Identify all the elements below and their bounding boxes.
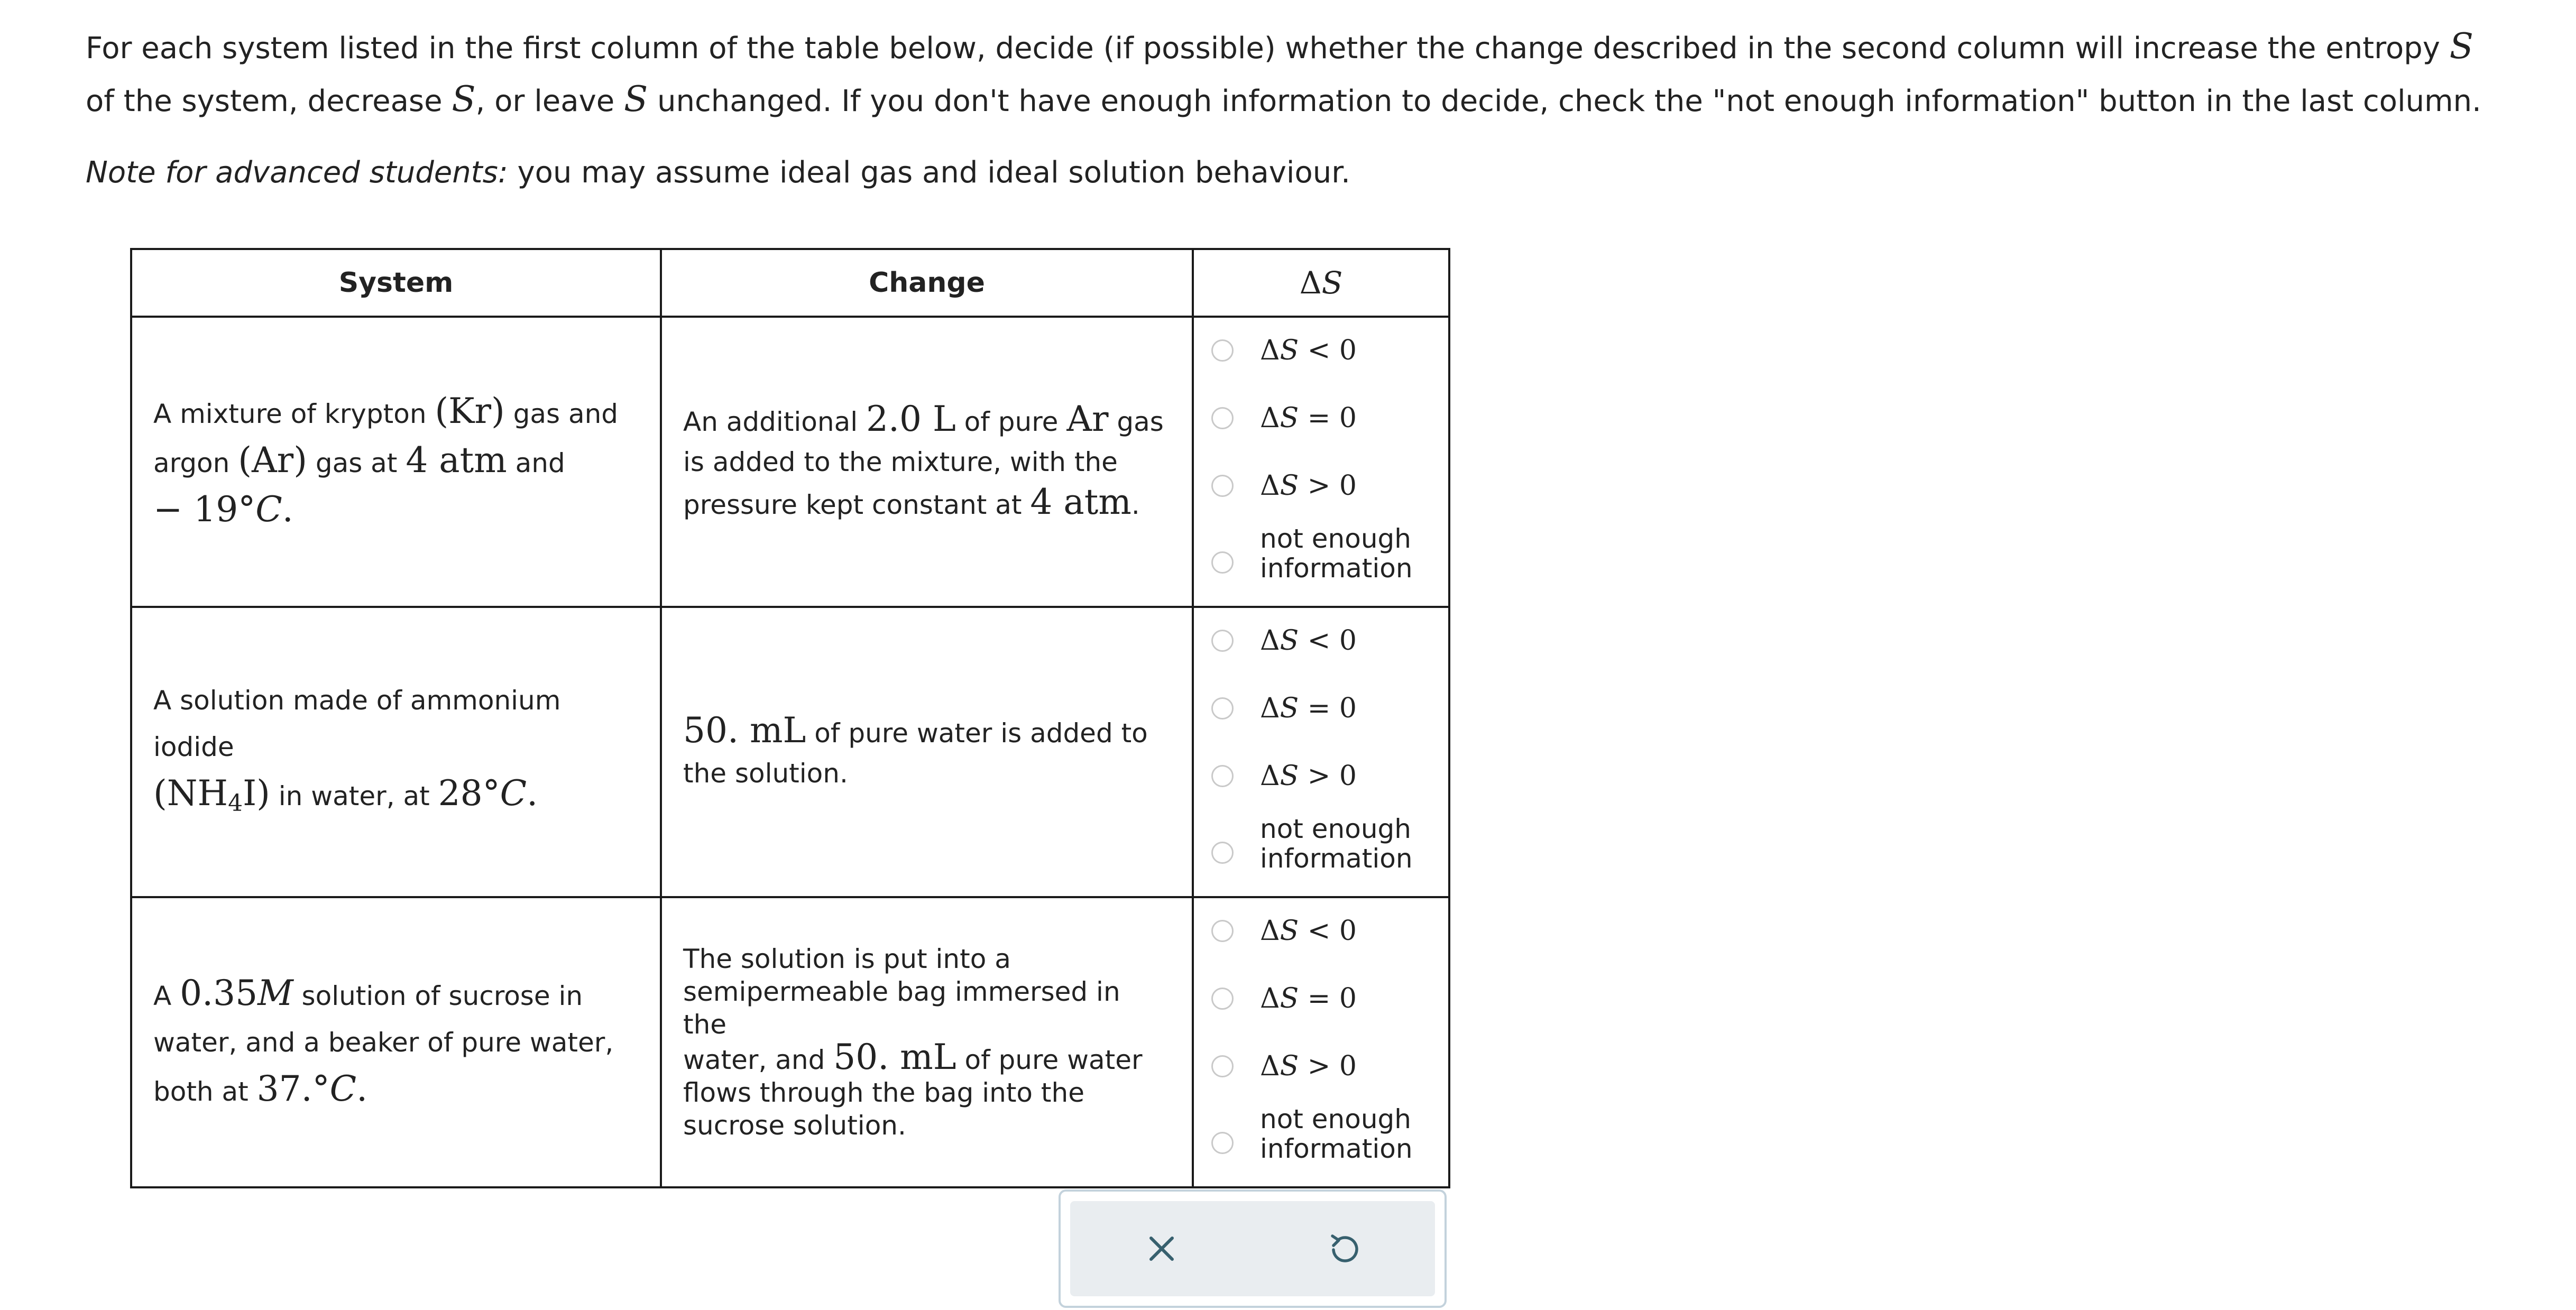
math: I) xyxy=(243,773,270,814)
clear-button[interactable] xyxy=(1070,1201,1253,1296)
text: A mixture of krypton xyxy=(153,399,435,429)
delta-symbol: Δ xyxy=(1260,625,1280,657)
delta-symbol: Δ xyxy=(1260,402,1280,434)
delta-s-options xyxy=(1193,317,1449,607)
option-label: information xyxy=(1260,553,1413,584)
option-zero[interactable] xyxy=(1194,385,1448,453)
option-label: > 0 xyxy=(1299,1050,1357,1082)
text: A solution made of ammonium iodide xyxy=(153,685,561,762)
delta-symbol: Δ xyxy=(1260,915,1280,947)
delta-symbol: Δ xyxy=(1260,983,1280,1014)
option-label: not enough xyxy=(1260,1104,1411,1134)
math: . xyxy=(282,489,293,530)
radio-button[interactable] xyxy=(1211,1132,1234,1154)
text: is added to the mixture, with the xyxy=(683,446,1118,477)
s-symbol: S xyxy=(1280,1050,1299,1082)
radio-button[interactable] xyxy=(1211,339,1234,362)
text: gas xyxy=(1108,406,1164,437)
math: . xyxy=(527,773,538,814)
text: An additional xyxy=(683,406,866,437)
change-cell xyxy=(661,897,1193,1187)
table-row xyxy=(131,317,1449,607)
option-label: > 0 xyxy=(1299,760,1357,792)
text: argon xyxy=(153,448,238,478)
radio-button[interactable] xyxy=(1211,551,1234,574)
x-icon xyxy=(1146,1233,1177,1265)
radio-button[interactable] xyxy=(1211,765,1234,787)
option-negative[interactable] xyxy=(1194,608,1448,676)
text: semipermeable bag immersed in the xyxy=(683,976,1120,1040)
text: the solution. xyxy=(683,758,848,789)
text: gas and xyxy=(504,399,619,429)
entropy-symbol: S xyxy=(623,79,648,119)
option-label: < 0 xyxy=(1299,915,1357,947)
math: − 19° xyxy=(153,489,256,530)
delta-symbol: Δ xyxy=(1260,693,1280,724)
math: 0.35 xyxy=(180,972,258,1013)
math: 28° xyxy=(438,773,500,814)
option-label: information xyxy=(1260,1133,1413,1164)
header-row xyxy=(131,249,1449,317)
s-symbol: S xyxy=(1280,402,1299,434)
radio-button[interactable] xyxy=(1211,697,1234,719)
math: (Kr) xyxy=(435,391,505,431)
option-positive[interactable] xyxy=(1194,1034,1448,1101)
text: flows through the bag into the xyxy=(683,1077,1084,1108)
option-label: > 0 xyxy=(1299,470,1357,502)
math: 4 xyxy=(228,790,243,817)
math: 2.0 L xyxy=(866,398,956,439)
math: 37.° xyxy=(256,1068,330,1109)
instructions xyxy=(86,21,2539,127)
text: of pure water is added to xyxy=(806,718,1148,749)
advanced-note-text: you may assume ideal gas and ideal solution behaviour. xyxy=(508,155,1350,190)
math: M xyxy=(257,972,293,1013)
text: water, and xyxy=(683,1045,834,1075)
entropy-symbol: S xyxy=(452,79,476,119)
option-not-enough-info[interactable] xyxy=(1194,811,1448,896)
text: pressure kept constant at xyxy=(683,489,1031,520)
radio-button[interactable] xyxy=(1211,407,1234,429)
advanced-note-label: Note for advanced students: xyxy=(86,155,508,190)
s-symbol: S xyxy=(1280,760,1299,792)
delta-symbol: Δ xyxy=(1260,760,1280,792)
entropy-table xyxy=(130,248,1450,1188)
instructions-text-3: , or leave xyxy=(475,84,615,118)
header-delta-s xyxy=(1193,249,1449,317)
text: of pure xyxy=(955,406,1067,437)
advanced-note xyxy=(86,152,1350,194)
instructions-text-2: of the system, decrease xyxy=(86,84,443,118)
option-negative[interactable] xyxy=(1194,898,1448,966)
system-cell xyxy=(131,317,661,607)
radio-button[interactable] xyxy=(1211,1055,1234,1077)
instructions-text-4: unchanged. If you don't have enough information to decide, check the "not enough information" button in the last column. xyxy=(657,84,2481,118)
option-label: < 0 xyxy=(1299,625,1357,657)
option-label: not enough xyxy=(1260,523,1411,554)
math: 4 atm xyxy=(406,440,507,481)
option-label: = 0 xyxy=(1299,983,1357,1014)
math: Ar xyxy=(1066,398,1109,439)
s-symbol: S xyxy=(1280,625,1299,657)
text: The solution is put into a xyxy=(683,944,1011,974)
math: C xyxy=(500,773,527,814)
text: A xyxy=(153,980,180,1011)
s-symbol: S xyxy=(1280,915,1299,947)
option-not-enough-info[interactable] xyxy=(1194,521,1448,606)
delta-symbol: Δ xyxy=(1299,265,1322,301)
radio-button[interactable] xyxy=(1211,842,1234,864)
header-change: Change xyxy=(661,249,1193,317)
toolbar-inner xyxy=(1070,1201,1435,1296)
math: (Ar) xyxy=(238,440,307,481)
math: C xyxy=(329,1068,357,1109)
math: (NH xyxy=(153,773,228,814)
delta-s-options xyxy=(1193,607,1449,897)
option-positive[interactable] xyxy=(1194,743,1448,811)
delta-symbol: Δ xyxy=(1260,1050,1280,1082)
text: and xyxy=(507,448,565,478)
option-positive[interactable] xyxy=(1194,453,1448,521)
radio-button[interactable] xyxy=(1211,988,1234,1010)
option-label: < 0 xyxy=(1299,335,1357,366)
header-system: System xyxy=(131,249,661,317)
option-negative[interactable] xyxy=(1194,318,1448,385)
delta-symbol: Δ xyxy=(1260,470,1280,502)
option-label: not enough xyxy=(1260,814,1411,844)
answer-toolbar xyxy=(1059,1189,1447,1308)
instructions-text-1: For each system listed in the first column of the table below, decide (if possible) whether the change described in the second column will increase the entropy xyxy=(86,31,2440,66)
s-symbol: S xyxy=(1280,693,1299,724)
option-label: = 0 xyxy=(1299,693,1357,724)
text: gas at xyxy=(307,448,406,478)
delta-symbol: Δ xyxy=(1260,335,1280,366)
math: C xyxy=(255,489,282,530)
radio-button[interactable] xyxy=(1211,475,1234,497)
delta-s-options xyxy=(1193,897,1449,1187)
text: water, and a beaker of pure water, xyxy=(153,1027,614,1058)
option-label: information xyxy=(1260,843,1413,874)
s-symbol: S xyxy=(1280,335,1299,366)
option-zero[interactable] xyxy=(1194,966,1448,1034)
radio-button[interactable] xyxy=(1211,630,1234,652)
radio-button[interactable] xyxy=(1211,920,1234,942)
s-symbol: S xyxy=(1321,265,1343,301)
s-symbol: S xyxy=(1280,983,1299,1014)
s-symbol: S xyxy=(1280,470,1299,502)
math: 50. mL xyxy=(683,710,806,751)
option-zero[interactable] xyxy=(1194,676,1448,743)
text: . xyxy=(1131,489,1140,520)
text: sucrose solution. xyxy=(683,1110,906,1141)
undo-button[interactable] xyxy=(1253,1201,1435,1296)
table-row xyxy=(131,607,1449,897)
text: solution of sucrose in xyxy=(293,980,583,1011)
change-cell xyxy=(661,317,1193,607)
undo-icon xyxy=(1327,1232,1361,1266)
math: 50. mL xyxy=(833,1037,956,1077)
entropy-symbol: S xyxy=(2449,26,2473,67)
math: 4 atm xyxy=(1030,481,1131,522)
system-cell xyxy=(131,897,661,1187)
text: of pure water xyxy=(956,1045,1143,1075)
option-not-enough-info[interactable] xyxy=(1194,1101,1448,1186)
text: in water, at xyxy=(270,781,438,811)
math: . xyxy=(356,1068,368,1109)
text: both at xyxy=(153,1076,257,1107)
table-row xyxy=(131,897,1449,1187)
change-cell xyxy=(661,607,1193,897)
system-cell xyxy=(131,607,661,897)
option-label: = 0 xyxy=(1299,402,1357,434)
